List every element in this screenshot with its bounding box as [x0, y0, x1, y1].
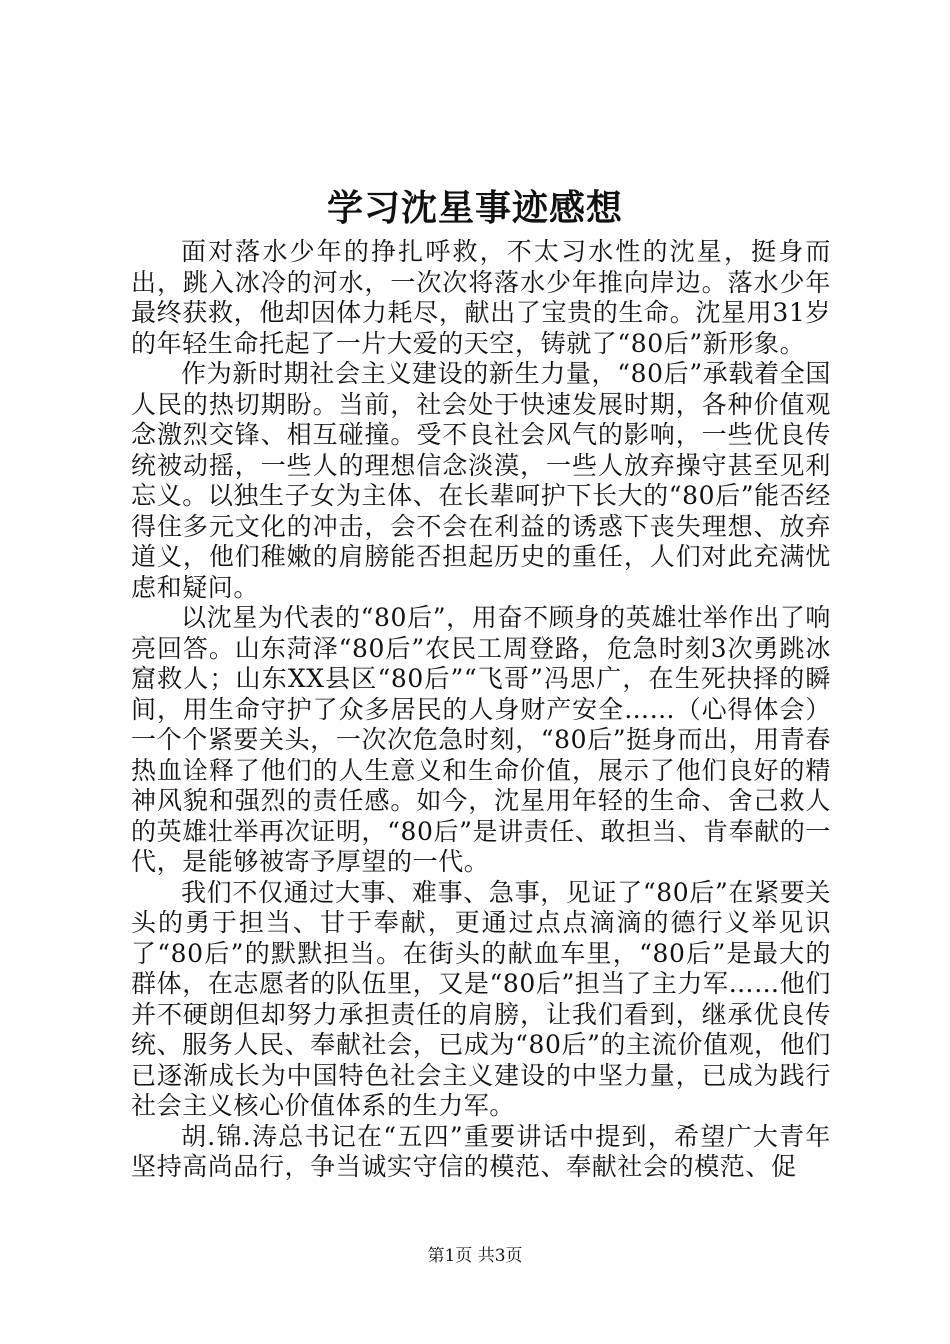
document-title: 学习沈星事迹感想: [326, 187, 623, 229]
paragraph-4: 我们不仅通过大事、难事、急事，见证了“80后”在紧要关头的勇于担当、甘于奉献，更通过点点滴滴的德行义举见识了“80后”的默默担当。在街头的献血车里，“80后”是最大的群体，在志愿者的队伍里，又是“80后”担当了主力军……他们并不硬朗但却努力承担责任的肩膀，让我们看到，继承优良传统、服务人民、奉献社会，已成为“80后”的主流价值观，他们已逐渐成长为中国特色社会主义建设的中坚力量，已成为践行社会主义核心价值体系的生力军。: [131, 877, 831, 1120]
paragraph-5: 胡.锦.涛总书记在“五四”重要讲话中提到，希望广大青年坚持高尚品行，争当诚实守信的模范、奉献社会的模范、促: [131, 1121, 831, 1181]
paragraph-2: 作为新时期社会主义建设的新生力量，“80后”承载着全国人民的热切期盼。当前，社会处于快速发展时期，各种价值观念激烈交锋、相互碰撞。受不良社会风气的影响，一些优良传统被动摇，一些人的理想信念淡漠，一些人放弃操守甚至见利忘义。以独生子女为主体、在长辈呵护下长大的“80后”能否经得住多元文化的冲击，会不会在利益的诱惑下丧失理想、放弃道义，他们稚嫩的肩膀能否担起历史的重任，人们对此充满忧虑和疑问。: [131, 359, 831, 602]
paragraph-3: 以沈星为代表的“80后”，用奋不顾身的英雄壮举作出了响亮回答。山东菏泽“80后”农民工周登路，危急时刻3次勇跳冰窟救人；山东XX县区“80后”“飞哥”冯思广，在生死抉择的瞬间，用生命守护了众多居民的人身财产安全……（心得体会）一个个紧要关头，一次次危急时刻，“80后”挺身而出，用青春热血诠释了他们的人生意义和生命价值，展示了他们良好的精神风貌和强烈的责任感。如今，沈星用年轻的生命、舍己救人的英雄壮举再次证明，“80后”是讲责任、敢担当、肯奉献的一代，是能够被寄予厚望的一代。: [131, 603, 831, 876]
document-body: [131, 237, 831, 1183]
page-number-footer: 第1页 共3页: [427, 1246, 523, 1266]
paragraph-1: 面对落水少年的挣扎呼救，不太习水性的沈星，挺身而出，跳入冰冷的河水，一次次将落水少年推向岸边。落水少年最终获救，他却因体力耗尽，献出了宝贵的生命。沈星用31岁的年轻生命托起了一片大爱的天空，铸就了“80后”新形象。: [131, 237, 831, 358]
